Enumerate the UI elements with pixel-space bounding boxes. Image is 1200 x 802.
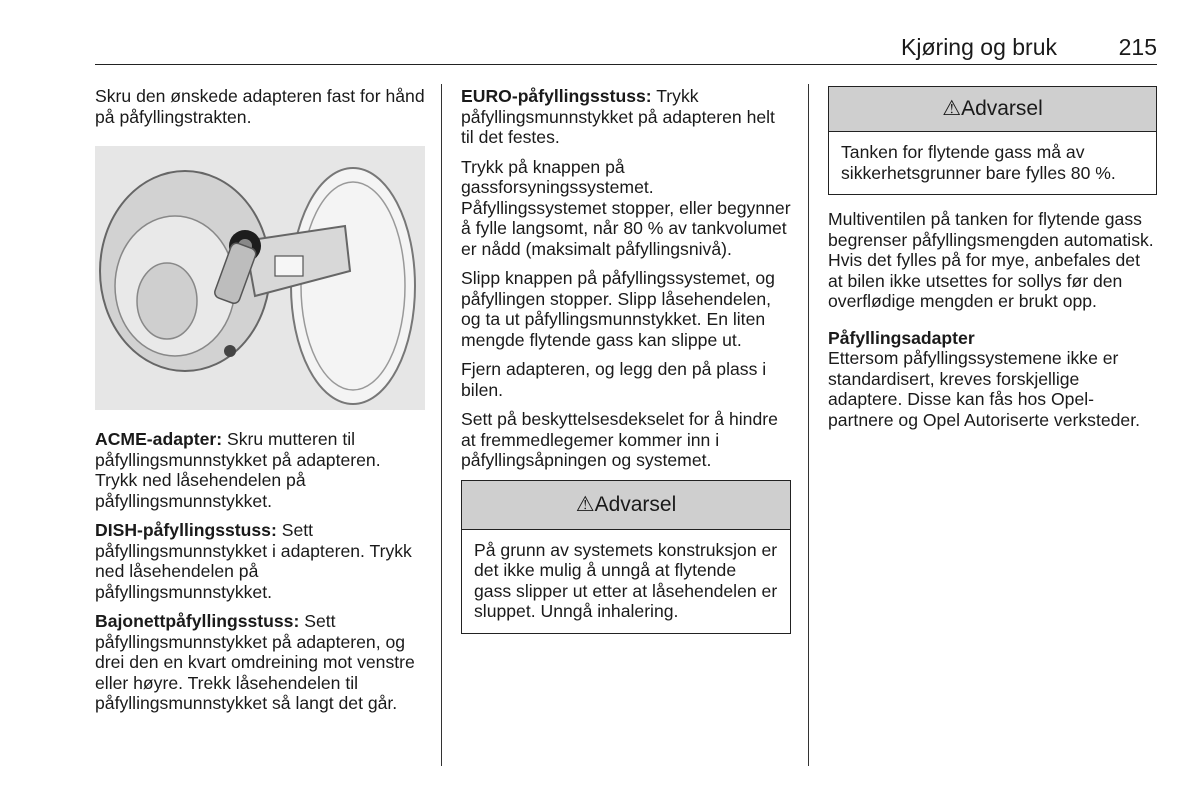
warning-triangle-icon: ⚠ <box>942 97 962 120</box>
page-number: 215 <box>1118 34 1157 60</box>
header-divider <box>95 64 1157 65</box>
warning-title: Advarsel <box>961 97 1043 120</box>
paragraph-gas-button: Trykk på knappen på gassforsyningssystemet. Påfyllingssystemet stopper, eller begynner å fylle langsomt, når 80 % av tankvolumet er nådd (maksimalt påfyllingsnivå). <box>461 156 791 259</box>
intro-paragraph: Skru den ønskede adapteren fast for hånd på påfyllingstrakten. <box>95 86 425 127</box>
section-title: Kjøring og bruk <box>901 34 1057 60</box>
paragraph-adapters: Ettersom påfyllingssystemene ikke er standardisert, kreves forskjellige adaptere. Disse kan fås hos Opel-partnere og Opel Autoriserte verksteder. <box>828 348 1140 430</box>
paragraph-protective-cap: Sett på beskyttelsesdekselet for å hindre at fremmedlegemer kommer inn i påfyllingsåpningen og systemet. <box>461 409 778 470</box>
warning-header <box>829 87 1156 132</box>
warning-box <box>461 480 791 634</box>
bayonet-term: Bajonettpåfyllingsstuss: <box>95 611 300 631</box>
warning-header <box>462 481 790 530</box>
column-3 <box>828 86 1157 439</box>
euro-term: EURO-påfyllingsstuss: <box>461 86 652 106</box>
euro-paragraph <box>461 86 791 148</box>
subheading-filling-adapter: Påfyllingsadapter <box>828 327 975 348</box>
euro-text: Trykk påfyllingsmunnstykket på adapteren helt til det festes. <box>461 86 775 147</box>
dish-term: DISH-påfyllingsstuss: <box>95 520 277 540</box>
warning-box <box>828 86 1157 195</box>
paragraph-multivalve: Multiventilen på tanken for flytende gass begrenser påfyllingsmengden automatisk. Hvis det fylles på for mye, anbefales det at bilen ikke utsettes for sollys før den overflødige mengden er brukt opp. <box>828 209 1154 311</box>
column-2 <box>461 86 791 634</box>
dish-paragraph <box>95 520 425 602</box>
warning-title: Advarsel <box>594 492 677 516</box>
warning-text: Tanken for flytende gass må av sikkerhetsgrunner bare fylles 80 %. <box>841 142 1116 183</box>
fuel-filler-adapter-illustration <box>95 146 425 410</box>
acme-text: Skru mutteren til påfyllingsmunnstykket på adapteren. Trykk ned låsehendelen på påfyllingsmunnstykket. <box>95 429 381 511</box>
bayonet-paragraph <box>95 611 425 714</box>
bayonet-text: Sett påfyllingsmunnstykket på adapteren, og drei den en kvart omdreining mot venstre eller høyre. Trekk låsehendelen til påfyllingsmunnstykket så langt det går. <box>95 611 415 713</box>
acme-term: ACME-adapter: <box>95 429 223 449</box>
warning-text: På grunn av systemets konstruksjon er det ikke mulig å unngå at flytende gass slipper ut etter at låsehendelen er sluppet. Unngå inhalering. <box>474 539 778 621</box>
warning-triangle-icon: ⚠ <box>575 492 595 516</box>
paragraph-release-button: Slipp knappen på påfyllingssystemet, og påfyllingen stopper. Slipp låsehendelen, og ta ut påfyllingsmunnstykket. En liten mengde flytende gass kan slippe ut. <box>461 268 775 350</box>
column-divider-2 <box>808 84 809 766</box>
column-1 <box>95 86 425 723</box>
acme-paragraph <box>95 429 425 511</box>
paragraph-remove-adapter: Fjern adapteren, og legg den på plass i bilen. <box>461 359 767 400</box>
column-divider-1 <box>441 84 442 766</box>
dish-text: Sett påfyllingsmunnstykket i adapteren. Trykk ned låsehendelen på påfyllingsmunnstykket. <box>95 520 412 602</box>
